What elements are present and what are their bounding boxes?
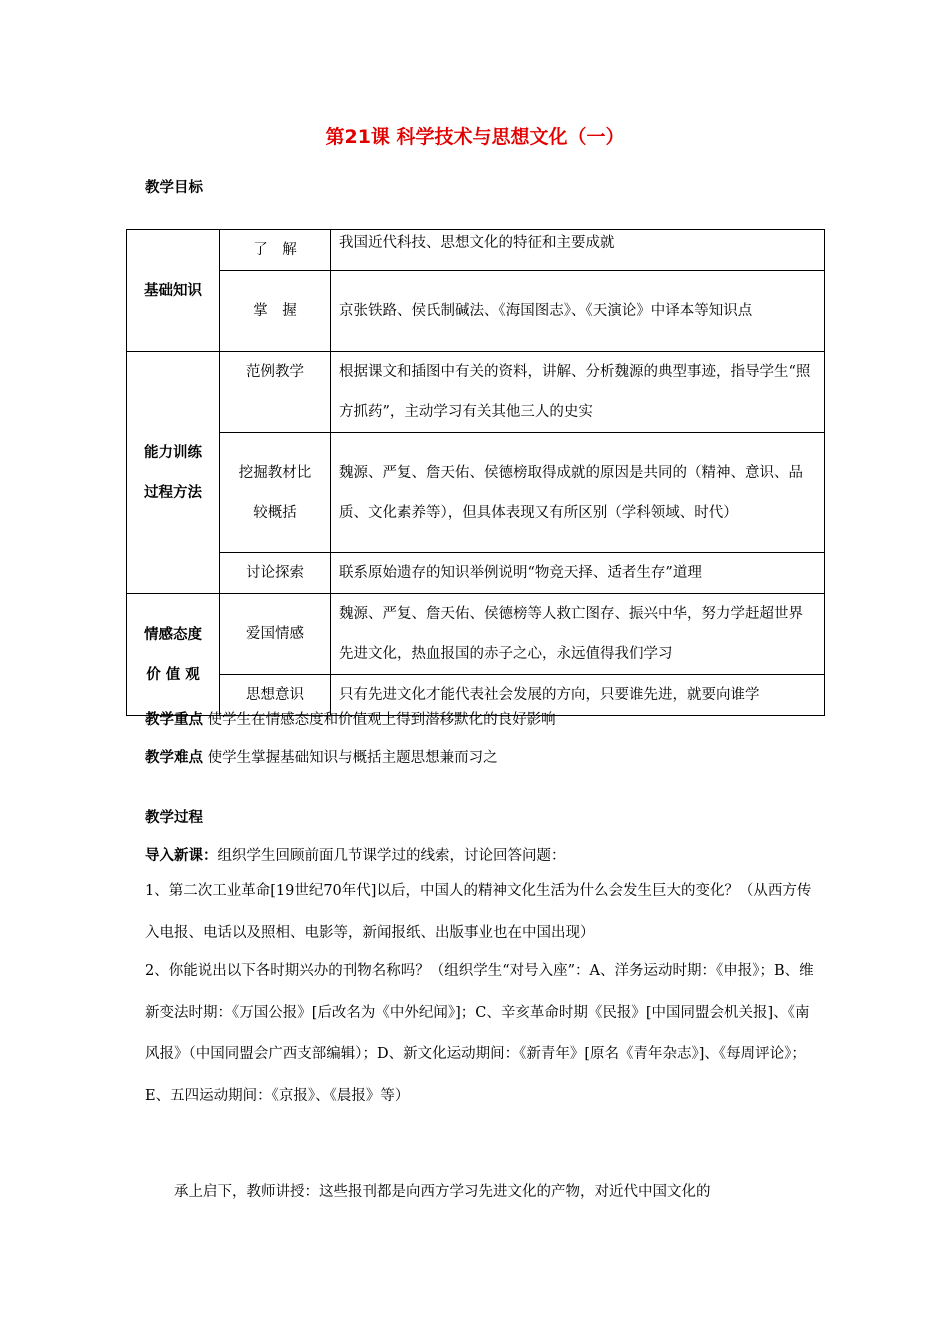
difficulty [145, 746, 498, 767]
intro-label: 导入新课： [145, 848, 218, 864]
category-line: 过程方法 [144, 484, 202, 501]
key-point-text: 使学生在情感态度和价值观上得到潜移默化的良好影响 [207, 712, 556, 728]
table-row [127, 230, 825, 271]
question-2: 2、你能说出以下各时期兴办的刊物名称吗？（组织学生“对号入座”：A、洋务运动时期：《申报》；B、维新变法时期：《万国公报》[后改名为《中外纪闻》]；C、辛亥革命时期《民报》[中国同盟会机关报]、《南风报》（中国同盟会广西支部编辑）；D、新文化运动期间：《新青年》[原名《青年杂志》]、《每周评论》；E、五四运动期间：《京报》、《晨报》等） [145, 963, 814, 1104]
row-text: 我国近代科技、思想文化的特征和主要成就 [331, 230, 825, 271]
row-label: 挖掘教材比较概括 [220, 433, 331, 553]
key-point [145, 708, 556, 729]
row-label: 掌 握 [220, 271, 331, 352]
intro-text: 组织学生回顾前面几节课学过的线索，讨论回答问题： [217, 848, 566, 864]
row-label: 爱国情感 [220, 594, 331, 675]
row-text: 联系原始遗存的知识举例说明“物竞天择、适者生存”道理 [331, 553, 825, 594]
row-text: 京张铁路、侯氏制碱法、《海国图志》、《天演论》中译本等知识点 [331, 271, 825, 352]
category-basic: 基础知识 [127, 230, 220, 352]
row-text: 根据课文和插图中有关的资料，讲解、分析魏源的典型事迹，指导学生“照方抓药”，主动学习有关其他三人的史实 [331, 352, 825, 433]
question-1: 1、第二次工业革命[19世纪70年代]以后，中国人的精神文化生活为什么会发生巨大的变化？（从西方传入电报、电话以及照相、电影等，新闻报纸、出版事业也在中国出现） [145, 883, 812, 941]
table-row [127, 594, 825, 675]
category-line: 能力训练 [144, 444, 202, 461]
table-row [127, 271, 825, 352]
table-row [127, 433, 825, 553]
category-line: 情感态度 [144, 626, 202, 643]
difficulty-text: 使学生掌握基础知识与概括主题思想兼而习之 [207, 750, 498, 766]
row-label: 了 解 [220, 230, 331, 271]
table-row [127, 553, 825, 594]
transition-paragraph: 承上启下，教师讲授：这些报刊都是向西方学习先进文化的产物，对近代中国文化的 [174, 1184, 711, 1200]
category-emotion [127, 594, 220, 716]
row-text: 只有先进文化才能代表社会发展的方向，只要谁先进，就要向谁学 [331, 675, 825, 716]
row-label: 讨论探索 [220, 553, 331, 594]
category-ability [127, 352, 220, 594]
lesson-title: 第21课 科学技术与思想文化（一） [325, 126, 625, 148]
row-label: 思想意识 [220, 675, 331, 716]
category-line: 价 值 观 [146, 666, 200, 683]
key-point-label: 教学重点 [145, 712, 203, 728]
objectives-heading: 教学目标 [145, 180, 203, 196]
row-label: 范例教学 [220, 352, 331, 433]
intro [145, 844, 566, 865]
row-text: 魏源、严复、詹天佑、侯德榜取得成就的原因是共同的（精神、意识、品质、文化素养等），但具体表现又有所区别（学科领域、时代） [331, 433, 825, 553]
row-text: 魏源、严复、詹天佑、侯德榜等人救亡图存、振兴中华，努力学赶超世界先进文化，热血报国的赤子之心，永远值得我们学习 [331, 594, 825, 675]
difficulty-label: 教学难点 [145, 750, 203, 766]
process-heading: 教学过程 [145, 810, 203, 826]
objectives-table [126, 229, 825, 716]
table-row [127, 352, 825, 433]
